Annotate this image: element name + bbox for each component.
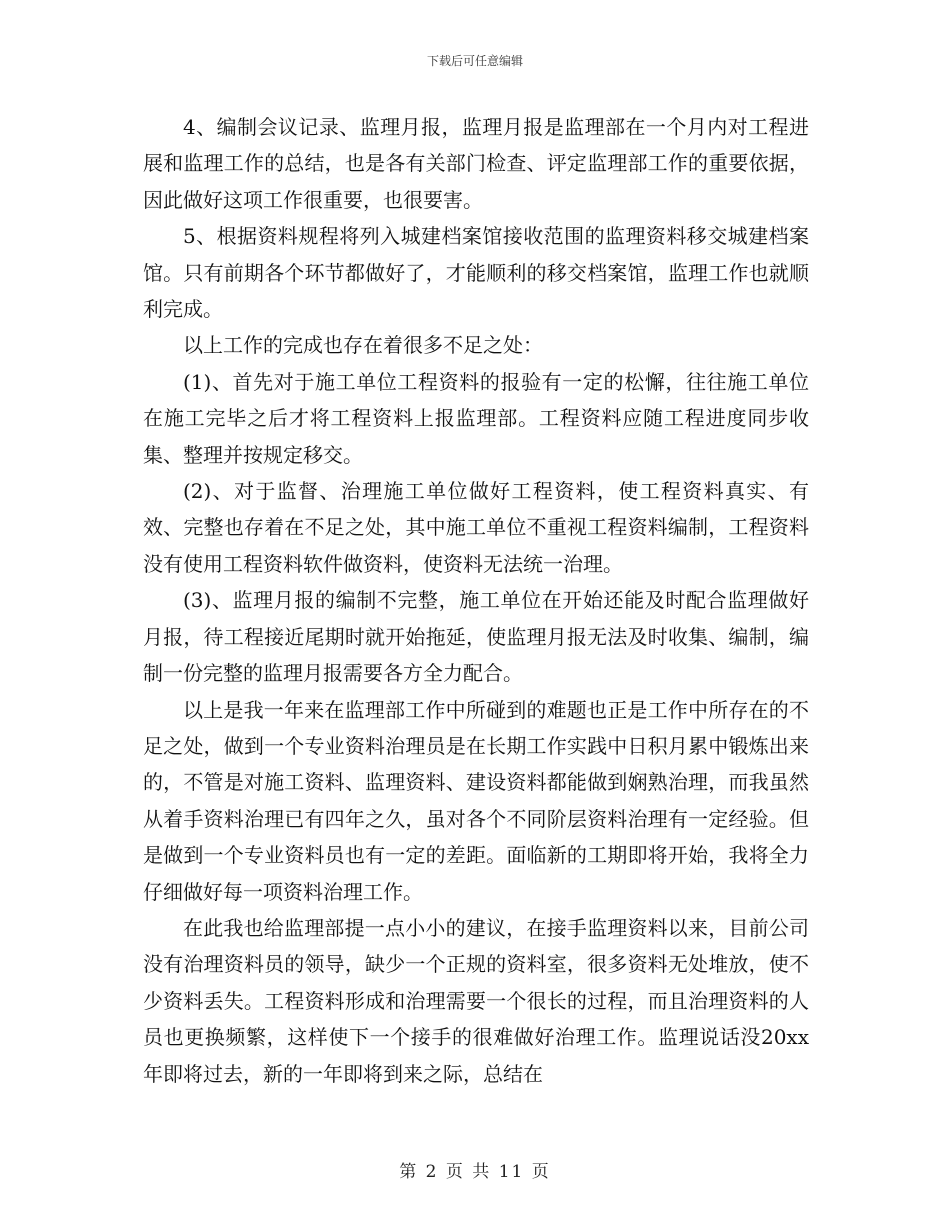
document-body — [143, 109, 809, 1092]
paragraph-shortcoming-3: (3)、监理月报的编制不完整，施工单位在开始还能及时配合监理做好月报，待工程接近尾期时就开始拖延，使监理月报无法及时收集、编制，编制一份完整的监理月报需要各方全力配合。 — [143, 588, 809, 686]
paragraph-suggestion: 在此我也给监理部提一点小小的建议，在接手监理资料以来，目前公司没有治理资料员的领导，缺少一个正规的资料室，很多资料无处堆放，使不少资料丢失。工程资料形成和治理需要一个很长的过程，而且治理资料的人员也更换频繁，这样使下一个接手的很难做好治理工作。监理说话没20xx年即将过去，新的一年即将到来之际，总结在 — [143, 915, 809, 1086]
paragraph-item-5: 5、根据资料规程将列入城建档案馆接收范围的监理资料移交城建档案馆。只有前期各个环节都做好了，才能顺利的移交档案馆，监理工作也就顺利完成。 — [143, 224, 809, 322]
page-header: 下载后可任意编辑 — [426, 54, 523, 68]
paragraph-shortcoming-1: (1)、首先对于施工单位工程资料的报验有一定的松懈，往往施工单位在施工完毕之后才将工程资料上报监理部。工程资料应随工程进度同步收集、整理并按规定移交。 — [143, 369, 809, 467]
paragraph-summary: 以上是我一年来在监理部工作中所碰到的难题也正是工作中所存在的不足之处，做到一个专业资料治理员是在长期工作实践中日积月累中锻炼出来的，不管是对施工资料、监理资料、建设资料都能做到娴熟治理，而我虽然从着手资料治理已有四年之久，虽对各个不同阶层资料治理有一定经验。但是做到一个专业资料员也有一定的差距。面临新的工期即将开始，我将全力仔细做好每一项资料治理工作。 — [143, 697, 809, 904]
page-number: 第 2 页 共 11 页 — [399, 1162, 551, 1182]
paragraph-item-4: 4、编制会议记录、监理月报，监理月报是监理部在一个月内对工程进展和监理工作的总结，也是各有关部门检查、评定监理部工作的重要依据，因此做好这项工作很重要，也很要害。 — [143, 115, 809, 212]
paragraph-shortcomings-intro: 以上工作的完成也存在着很多不足之处： — [183, 333, 543, 358]
paragraph-shortcoming-2: (2)、对于监督、治理施工单位做好工程资料，使工程资料真实、有效、完整也存着在不足之处，其中施工单位不重视工程资料编制，工程资料没有使用工程资料软件做资料，使资料无法统一治理。 — [143, 479, 809, 576]
